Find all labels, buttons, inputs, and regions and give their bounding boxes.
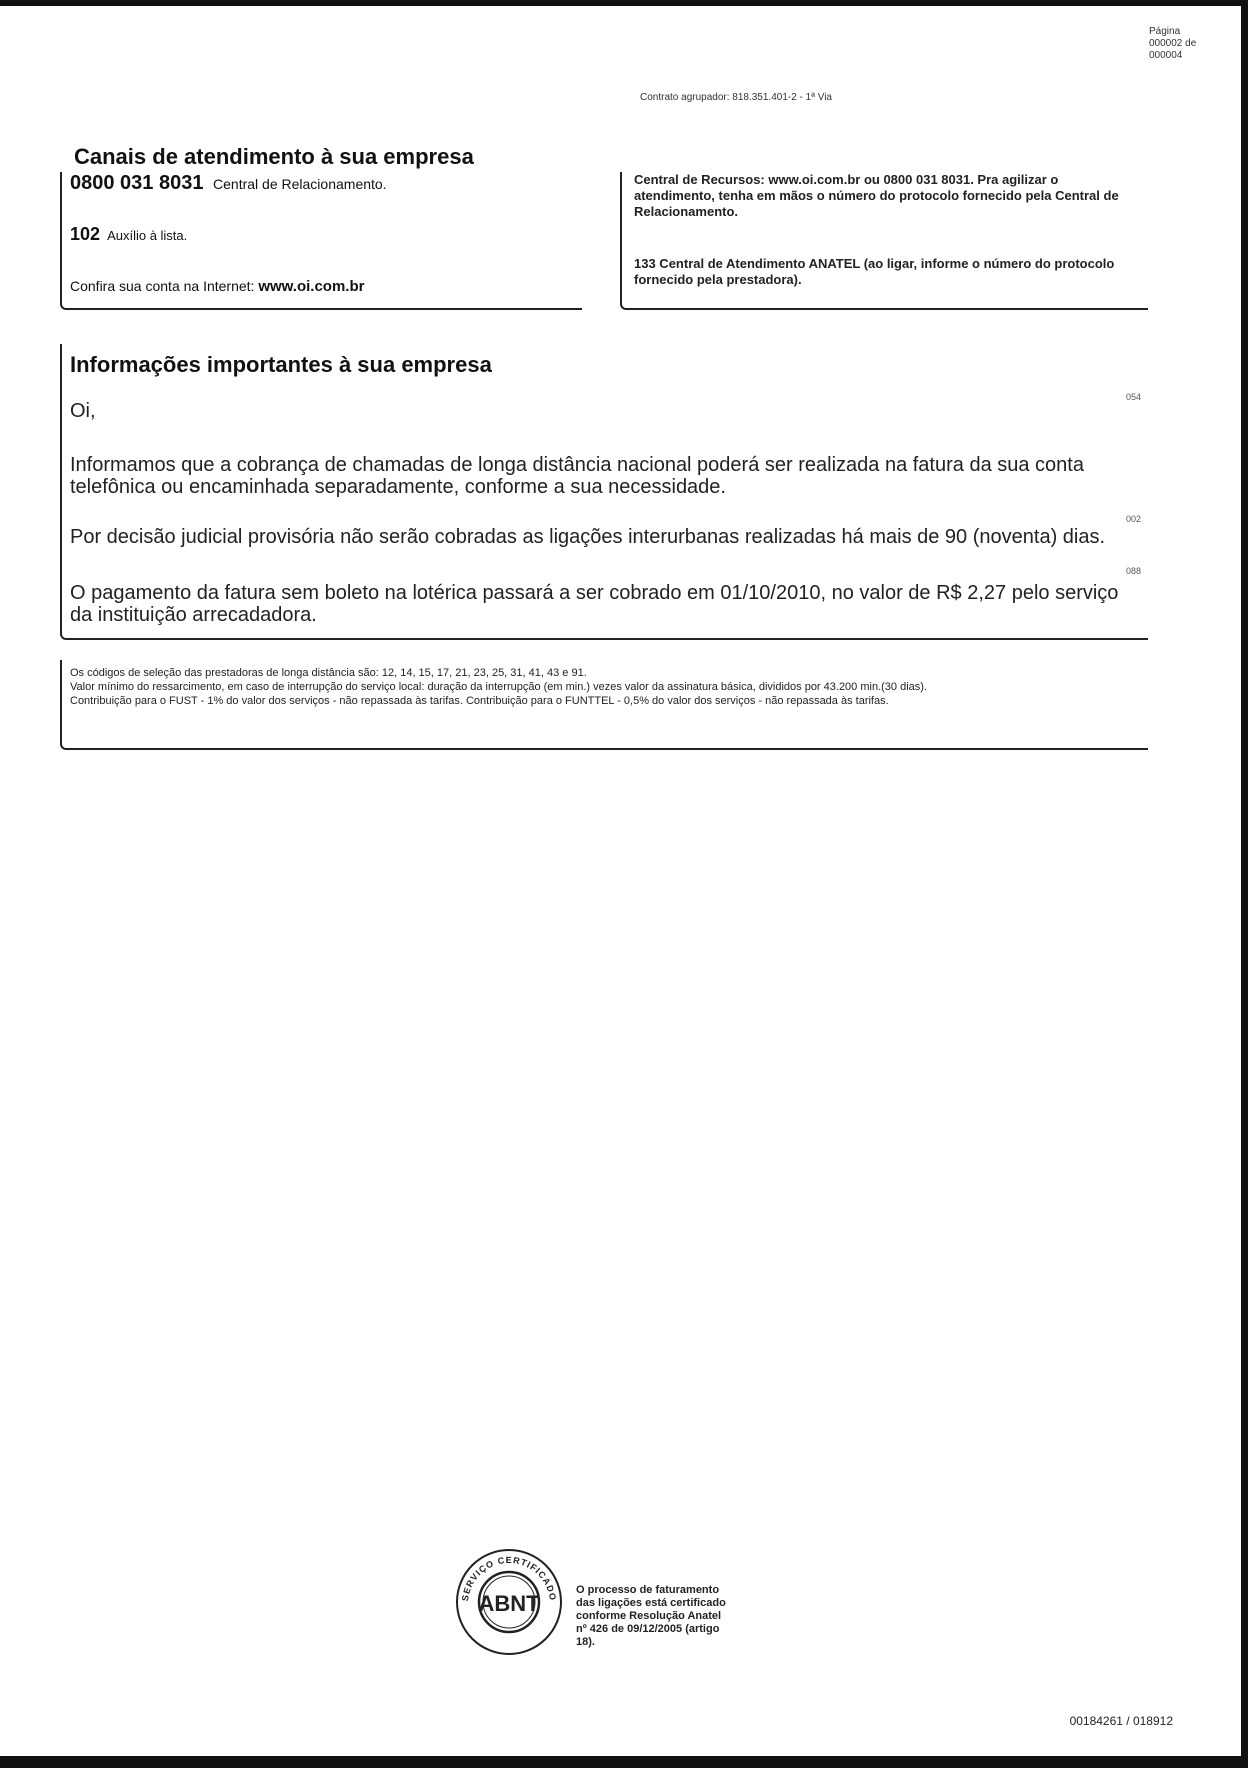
seal-center-text: ABNT bbox=[478, 1591, 540, 1616]
appeals-center-text: Central de Recursos: www.oi.com.br ou 0800 031 8031. Pra agilizar o atendimento, tenha em mãos o número do protocolo fornecido pela Central de Relacionamento. bbox=[634, 172, 1119, 219]
fust-funttel-note: Contribuição para o FUST - 1% do valor dos serviços - não repassada às tarifas. Contribuição para o FUNTTEL - 0,5% do valor dos serviços - não repassada às tarifas. bbox=[70, 695, 889, 707]
service-channels-title: Canais de atendimento à sua empresa bbox=[74, 144, 474, 169]
service-channels-box bbox=[60, 172, 582, 310]
certification-text: O processo de faturamento das ligações está certificado conforme Resolução Anatel nº 426 de 09/12/2005 (artigo 18). bbox=[576, 1584, 726, 1648]
abnt-certification-seal-icon bbox=[450, 1542, 568, 1660]
internet-line bbox=[70, 278, 364, 295]
message-judicial-decision: Por decisão judicial provisória não serão cobradas as ligações interurbanas realizadas há mais de 90 (noventa) dias. bbox=[70, 526, 1106, 548]
website-url: www.oi.com.br bbox=[258, 278, 365, 295]
phone-description: Central de Relacionamento. bbox=[213, 176, 387, 192]
message-payment-fee: O pagamento da fatura sem boleto na lotérica passará a ser cobrado em 01/10/2010, no valor de R$ 2,27 pelo serviço da instituição arrecadadora. bbox=[70, 582, 1119, 626]
carrier-codes-note: Os códigos de seleção das prestadoras de longa distância são: 12, 14, 15, 17, 21, 23, 25, 31, 41, 43 e 91. bbox=[70, 667, 587, 679]
phone-number: 0800 031 8031 bbox=[70, 172, 204, 194]
seal-ring-text: SERVIÇO CERTIFICADO bbox=[460, 1555, 559, 1602]
aux-number: 102 bbox=[70, 224, 101, 244]
directory-assistance bbox=[70, 224, 187, 245]
regulatory-notes bbox=[70, 666, 1140, 708]
message-long-distance: Informamos que a cobrança de chamadas de longa distância nacional poderá ser realizada na fatura da sua conta telefônica ou encaminhada separadamente, conforme a sua necessidade. bbox=[70, 454, 1084, 498]
document-id: 00184261 / 018912 bbox=[1069, 1714, 1173, 1728]
page-number: Página 000002 de 000004 bbox=[1149, 26, 1197, 61]
aux-description: Auxílio à lista. bbox=[107, 228, 188, 243]
contract-number: Contrato agrupador: 818.351.401-2 - 1ª Via bbox=[640, 92, 832, 103]
message-code: 088 bbox=[1126, 566, 1142, 576]
important-info-title: Informações importantes à sua empresa bbox=[70, 352, 492, 377]
important-info-box bbox=[60, 344, 1148, 640]
message-code: 002 bbox=[1126, 514, 1142, 524]
reimbursement-note: Valor mínimo do ressarcimento, em caso de interrupção do serviço local: duração da interrupção (em min.) vezes valor da assinatura básica, divididos por 43.200 min.(30 dias). bbox=[70, 681, 927, 693]
bill-page bbox=[0, 6, 1241, 1756]
greeting: Oi, bbox=[70, 400, 96, 422]
message-code: 054 bbox=[1126, 392, 1142, 402]
appeals-box bbox=[620, 172, 1148, 310]
relationship-phone bbox=[70, 172, 387, 195]
regulatory-notes-box bbox=[60, 660, 1148, 750]
anatel-center-text: 133 Central de Atendimento ANATEL (ao ligar, informe o número do protocolo fornecido pela prestadora). bbox=[634, 256, 1115, 287]
internet-prefix: Confira sua conta na Internet: bbox=[70, 278, 255, 294]
